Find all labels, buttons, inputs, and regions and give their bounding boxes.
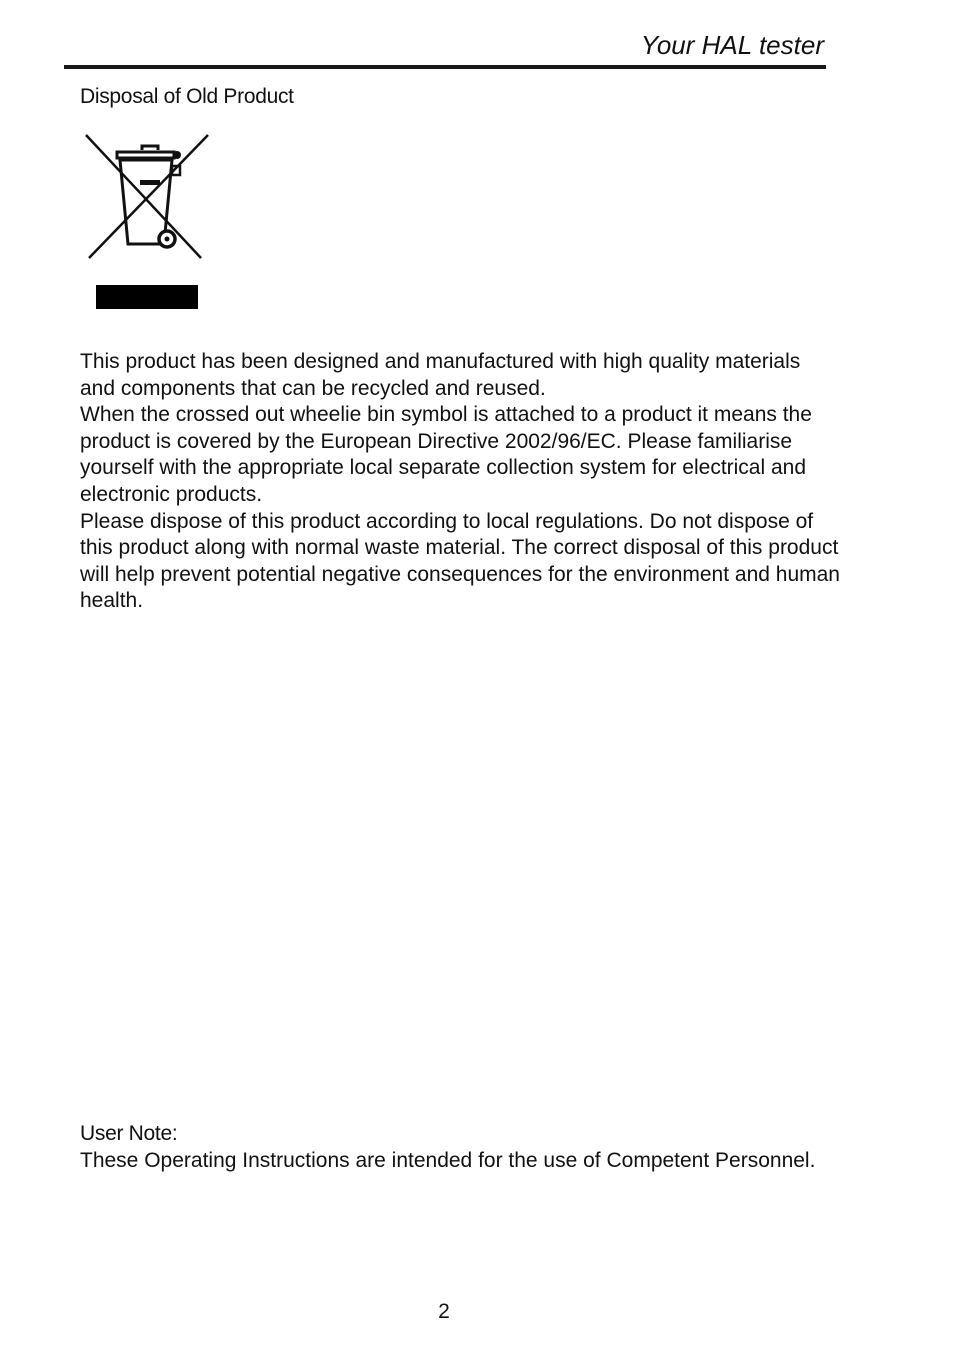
running-title: Your HAL tester — [640, 30, 824, 60]
disposal-paragraph: When the crossed out wheelie bin symbol is attached to a product it means the product is covered by the European Directive 2002/96/EC. Please familiarise yourself with the appropriate local separate collection system for electrical and electronic products. — [80, 403, 812, 506]
section-heading: Disposal of Old Product — [80, 85, 294, 108]
page-number: 2 — [438, 1300, 450, 1323]
header-rule — [64, 65, 826, 69]
crossed-out-wheelie-bin-icon — [84, 132, 212, 314]
disposal-paragraph: Please dispose of this product according to local regulations. Do not dispose of this product along with normal waste material. The correct disposal of this product will help prevent potential negative consequences for the environment and human health. — [80, 509, 840, 613]
disposal-body — [80, 349, 840, 615]
user-note-heading: User Note: — [80, 1122, 178, 1145]
disposal-paragraph: This product has been designed and manufactured with high quality materials and components that can be recycled and reused. — [80, 350, 801, 400]
user-note-text: These Operating Instructions are intended for the use of Competent Personnel. — [80, 1149, 816, 1172]
